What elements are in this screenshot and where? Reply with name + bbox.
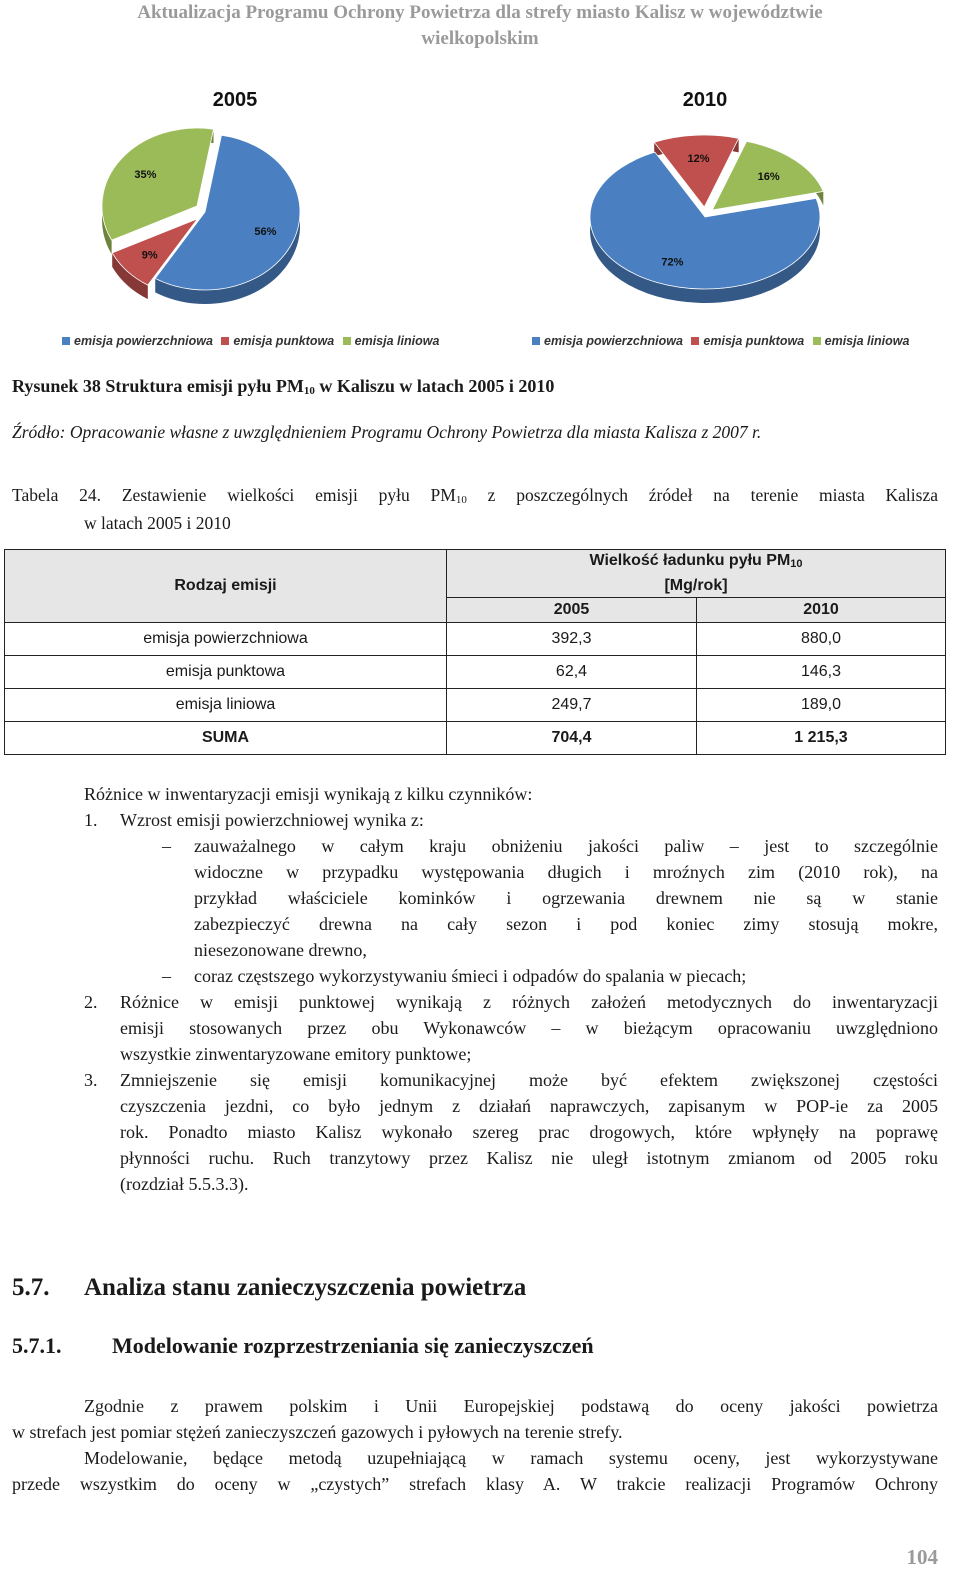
cell-2010: 189,0 <box>697 689 946 722</box>
pie-slice-label-point: 9% <box>141 249 158 262</box>
legend-label-point: emisja punktowa <box>703 334 805 348</box>
legend-label-line: emisja liniowa <box>354 334 440 348</box>
intro-text: Różnice w inwentaryzacji emisji wynikają z kilku czynników: <box>84 784 533 804</box>
list-item-3-line: płynności ruchu. Ruch tranzytowy przez Kalisz nie uległ istotnym zmianom od 2005 roku <box>120 1148 938 1168</box>
legend-label-surface: emisja powierzchniowa <box>544 334 683 348</box>
running-header <box>0 0 960 52</box>
running-header-line-2: wielkopolskim <box>421 28 539 49</box>
dash-bullet-1: – <box>162 836 171 856</box>
list-item-3-line: czyszczenia jezdni, co było jednym z działań naprawczych, zapisanym w POP-ie za 2005 <box>120 1096 938 1116</box>
legend-label-point: emisja punktowa <box>233 334 335 348</box>
list-item-3-line: rok. Ponadto miasto Kalisz wykonało szereg prac drogowych, które wpłynęły na poprawę <box>120 1122 938 1142</box>
list-item-1-number: 1. <box>84 810 98 830</box>
list-item-3-text <box>120 1067 938 1197</box>
cell-2005: 392,3 <box>447 623 697 656</box>
list-item-2-line: emisji stosowanych przez obu Wykonawców – w bieżącym opracowaniu uwzględniono <box>120 1018 938 1038</box>
table-sum-row <box>5 722 946 755</box>
paragraph-1-line: w strefach jest pomiar stężeń zanieczyszczeń gazowych i pyłowych na terenie strefy. <box>12 1422 623 1442</box>
cell-2010: 880,0 <box>697 623 946 656</box>
figure-caption-subscript: 10 <box>303 385 315 397</box>
list-item-1-text: Wzrost emisji powierzchniowej wynika z: <box>120 810 424 830</box>
column-group-header <box>447 550 946 598</box>
pie-chart-2010 <box>470 82 940 362</box>
legend-item-point <box>691 334 804 348</box>
list-item-2-line: Różnice w emisji punktowej wynikają z różnych założeń metodycznych do inwentaryzacji <box>120 992 938 1012</box>
legend-item-line <box>343 334 440 348</box>
legend-item-surface <box>532 334 683 348</box>
column-header-2010: 2010 <box>697 598 946 623</box>
paragraph-1-line: Zgodnie z prawem polskim i Unii Europejskiej podstawą do oceny jakości powietrza <box>84 1396 938 1416</box>
legend-swatch-point <box>691 337 699 345</box>
legend-swatch-point <box>221 337 229 345</box>
table-row <box>5 656 946 689</box>
table-caption-text-end: z poszczególnych źródeł na terenie miasta Kalisza <box>466 485 938 505</box>
legend-item-line <box>813 334 910 348</box>
list-item-3-line: Zmniejszenie się emisji komunikacyjnej może być efektem zwiększonej częstości <box>120 1070 938 1090</box>
paragraph-1 <box>12 1393 938 1445</box>
table-caption-line-1 <box>12 484 938 512</box>
table-row <box>5 623 946 656</box>
legend-swatch-line <box>343 337 351 345</box>
dash-item-1 <box>194 833 938 963</box>
chart-title: 2005 <box>212 89 258 111</box>
table-row <box>5 689 946 722</box>
table-caption-text: Tabela 24. Zestawienie wielkości emisji pyłu PM <box>12 485 456 505</box>
legend-label-line: emisja liniowa <box>824 334 910 348</box>
column-group-header-unit: [Mg/rok] <box>664 577 728 594</box>
legend-swatch-surface <box>62 337 70 345</box>
legend-swatch-line <box>813 337 821 345</box>
section-number: 5.7. <box>12 1274 50 1301</box>
row-label: emisja powierzchniowa <box>5 623 447 656</box>
paragraph-2-line: Modelowanie, będące metodą uzupełniającą w ramach systemu oceny, jest wykorzystywane <box>84 1448 938 1468</box>
legend-label-surface: emisja powierzchniowa <box>74 334 213 348</box>
column-group-header-subscript: 10 <box>790 558 803 570</box>
figure-caption-text: Rysunek 38 Struktura emisji pyłu PM <box>12 376 304 396</box>
section-title: Analiza stanu zanieczyszczenia powietrza <box>84 1274 527 1301</box>
dash-item-1-line: niesezonowane drewno, <box>194 940 367 960</box>
section-heading <box>12 1274 527 1302</box>
legend-item-point <box>221 334 334 348</box>
cell-2005: 249,7 <box>447 689 697 722</box>
list-item-3-line: (rozdział 5.5.3.3). <box>120 1174 249 1194</box>
emission-table <box>4 549 946 755</box>
dash-item-1-line: przykład właściciele kominków i ogrzewania drewnem nie są w stanie <box>194 888 938 908</box>
figure-source: Źródło: Opracowanie własne z uwzględnieniem Programu Ochrony Powietrza dla miasta Kalisza z 2007 r. <box>12 422 762 442</box>
column-header-2005: 2005 <box>447 598 697 623</box>
table-caption <box>12 484 938 535</box>
pie-slice-label-surface: 56% <box>254 225 277 238</box>
list-item-3-number: 3. <box>84 1070 98 1090</box>
pie-slice-label-point: 12% <box>687 153 710 166</box>
column-group-header-text: Wielkość ładunku pyłu PM <box>589 552 791 569</box>
pie-chart-2005 <box>0 82 470 362</box>
paragraph-2 <box>12 1445 938 1497</box>
table-caption-subscript: 10 <box>455 494 467 506</box>
cell-2010: 146,3 <box>697 656 946 689</box>
running-header-line-1: Aktualizacja Programu Ochrony Powietrza dla strefy miasto Kalisz w województwie <box>137 2 823 23</box>
legend-swatch-surface <box>532 337 540 345</box>
pie-chart-2005-svg <box>0 82 470 362</box>
list-item-2-number: 2. <box>84 992 98 1012</box>
figure-caption <box>12 376 554 397</box>
legend-item-surface <box>62 334 213 348</box>
dash-bullet-2: – <box>162 966 171 986</box>
subsection-heading <box>12 1333 594 1359</box>
list-item-2-text <box>120 989 938 1067</box>
dash-item-1-line: zabezpieczyć drewna na cały sezon i pod koniec zimy stosują mokre, <box>194 914 938 934</box>
pie-slice-label-line: 35% <box>134 169 157 182</box>
sum-2005: 704,4 <box>447 722 697 755</box>
table-caption-line-2: w latach 2005 i 2010 <box>84 513 231 533</box>
pie-slice-label-line: 16% <box>757 171 780 184</box>
row-label: emisja punktowa <box>5 656 447 689</box>
chart-legend-2005 <box>62 334 444 348</box>
column-header-type: Rodzaj emisji <box>5 550 447 623</box>
subsection-number: 5.7.1. <box>12 1333 62 1358</box>
figure-caption-text-end: w Kaliszu w latach 2005 i 2010 <box>314 376 555 396</box>
sum-2010: 1 215,3 <box>697 722 946 755</box>
page-number: 104 <box>906 1545 938 1569</box>
subsection-title: Modelowanie rozprzestrzeniania się zanieczyszczeń <box>112 1333 594 1358</box>
sum-label: SUMA <box>5 722 447 755</box>
list-item-2-line: wszystkie zinwentaryzowane emitory punktowe; <box>120 1044 472 1064</box>
dash-item-2: coraz częstszego wykorzystywaniu śmieci i odpadów do spalania w piecach; <box>194 966 747 986</box>
cell-2005: 62,4 <box>447 656 697 689</box>
chart-title: 2010 <box>682 89 728 111</box>
pie-slice-label-surface: 72% <box>661 256 684 269</box>
dash-item-1-line: zauważalnego w całym kraju obniżeniu jakości paliw – jest to szczególnie <box>194 836 938 856</box>
dash-item-1-line: widoczne w przypadku występowania długich i mroźnych zim (2010 rok), na <box>194 862 938 882</box>
chart-legend-2010 <box>532 334 914 348</box>
row-label: emisja liniowa <box>5 689 447 722</box>
paragraph-2-line: przede wszystkim do oceny w „czystych” strefach klasy A. W trakcie realizacji Programów Ochrony <box>12 1474 938 1494</box>
pie-chart-2010-svg <box>470 82 940 362</box>
